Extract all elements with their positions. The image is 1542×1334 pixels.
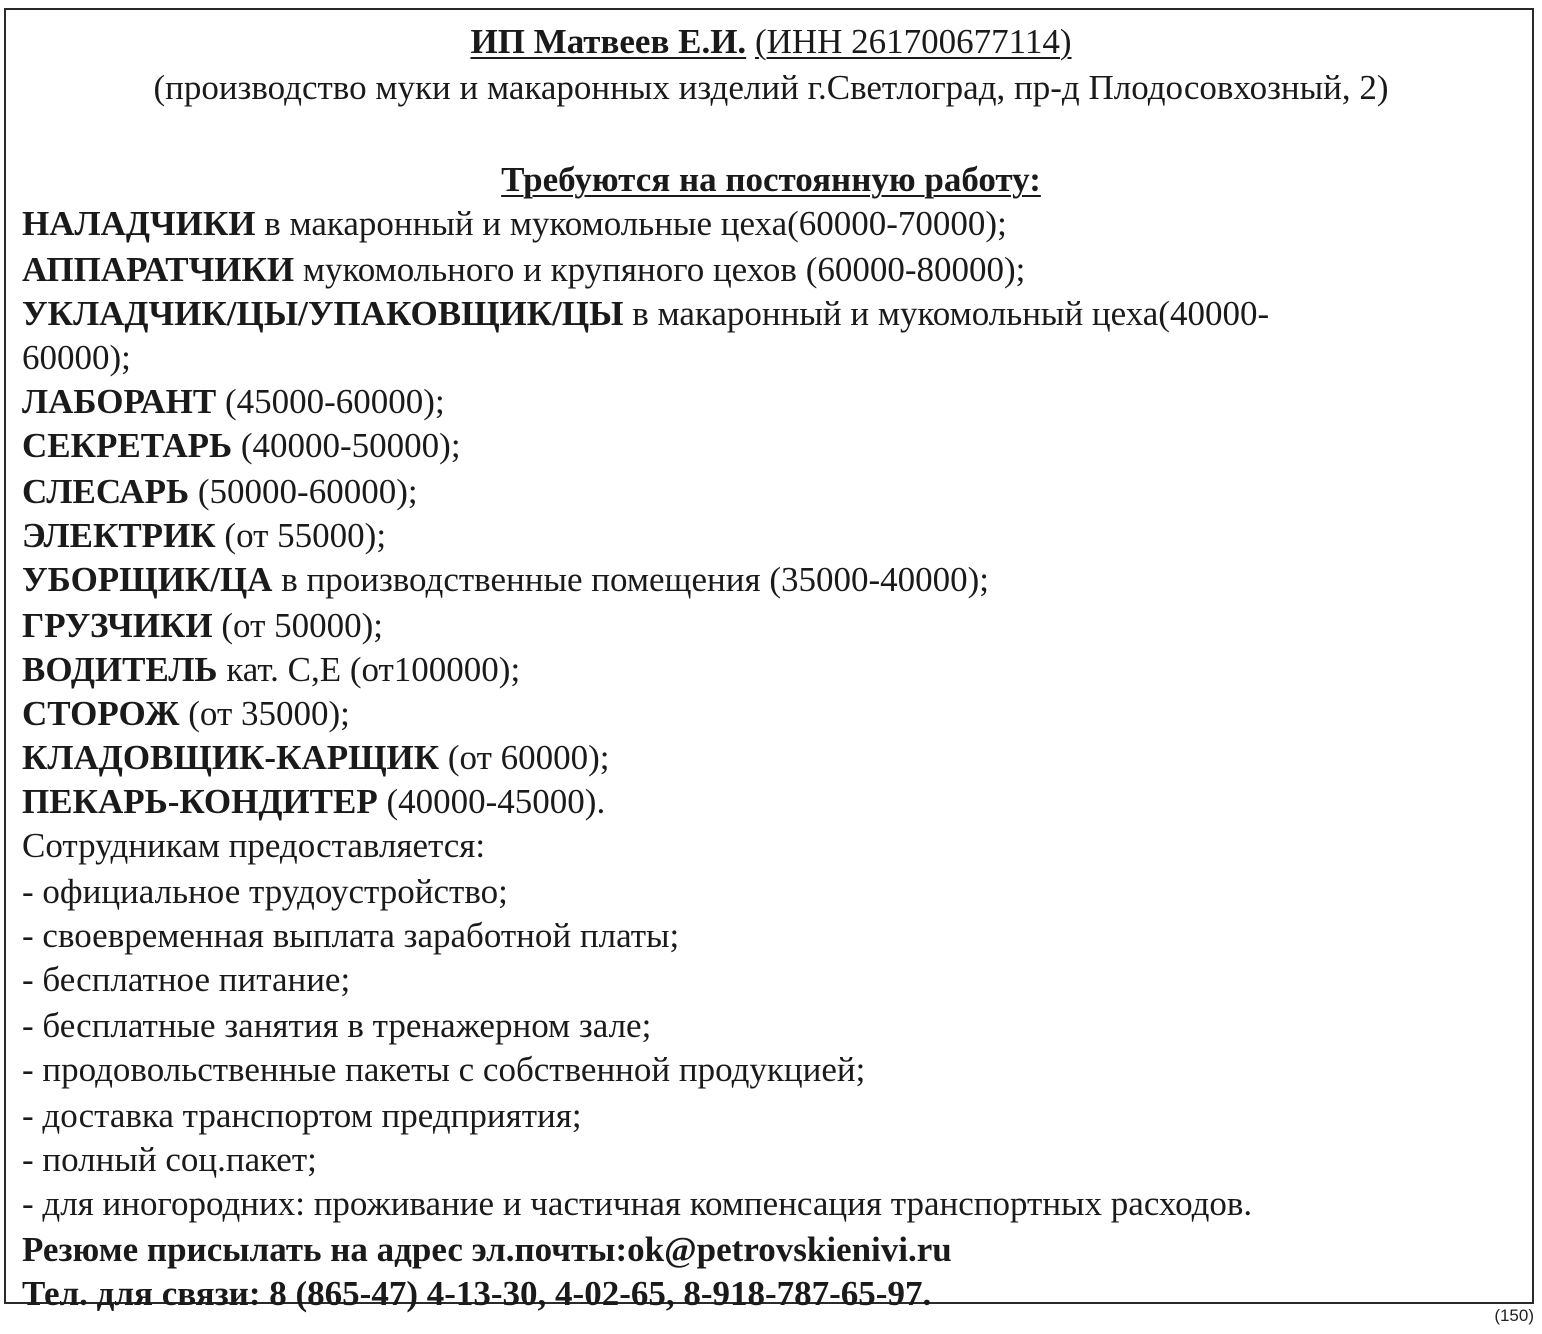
vacancy-details: в макаронный и мукомольные цеха(60000-70000); <box>255 204 1007 243</box>
vacancy-item <box>22 780 605 824</box>
announcement-frame <box>4 8 1534 1313</box>
vacancy-details: (40000-50000); <box>232 426 461 465</box>
vacancies-heading: Требуются на постоянную работу: <box>501 160 1041 199</box>
benefit-item: - бесплатные занятия в тренажерном зале; <box>22 1006 652 1045</box>
vacancy-details: кат. С,Е (от100000); <box>217 650 521 689</box>
contact-phone-line: Тел. для связи: 8 (865-47) 4-13-30, 4-02-65, 8-918-787-65-97. <box>22 1274 932 1313</box>
vacancy-title: КЛАДОВЩИК-КАРЩИК <box>22 738 440 777</box>
company-description: (производство муки и макаронных изделий г.Светлоград, пр-д Плодосовхозный, 2) <box>153 68 1389 107</box>
vacancy-item <box>22 692 350 736</box>
company-header <box>6 20 1536 64</box>
vacancy-title: ВОДИТЕЛЬ <box>22 650 218 689</box>
vacancy-details: (от 50000); <box>212 606 384 645</box>
page-number: (150) <box>1494 1306 1534 1325</box>
vacancy-item <box>22 558 989 602</box>
vacancy-details: мукомольного и крупяного цехов (60000-80000); <box>294 250 1026 289</box>
company-name: ИП Матвеев Е.И. <box>470 22 747 61</box>
vacancy-title: УКЛАДЧИК/ЦЫ/УПАКОВЩИК/ЦЫ <box>22 294 624 333</box>
vacancy-title: ПЕКАРЬ-КОНДИТЕР <box>22 782 378 821</box>
vacancy-title: СЛЕСАРЬ <box>22 472 190 511</box>
vacancy-item <box>22 514 386 558</box>
benefit-item: - полный соц.пакет; <box>22 1140 317 1179</box>
benefit-item: - продовольственные пакеты с собственной продукцией; <box>22 1050 866 1089</box>
vacancy-details: (от 35000); <box>179 694 350 733</box>
benefit-item: - бесплатное питание; <box>22 960 351 999</box>
vacancy-details: (от 55000); <box>215 516 387 555</box>
vacancy-details: (50000-60000); <box>189 472 418 511</box>
vacancy-title: ЭЛЕКТРИК <box>22 516 216 555</box>
vacancy-details: (45000-60000); <box>216 382 445 421</box>
vacancy-details: (40000-45000). <box>377 782 606 821</box>
vacancy-item <box>22 292 1269 336</box>
vacancy-item <box>22 604 383 648</box>
benefit-item: - официальное трудоустройство; <box>22 872 508 911</box>
vacancy-details: (от 60000); <box>439 738 610 777</box>
vacancy-item <box>22 380 445 424</box>
vacancy-item <box>22 470 418 514</box>
vacancy-item <box>22 248 1025 292</box>
benefit-item: - для иногородних: проживание и частичная компенсация транспортных расходов. <box>22 1184 1253 1223</box>
vacancy-title: СТОРОЖ <box>22 694 180 733</box>
vacancy-details: в производственные помещения (35000-40000); <box>272 560 990 599</box>
benefits-heading: Сотрудникам предоставляется: <box>22 826 486 865</box>
benefit-item: - доставка транспортом предприятия; <box>22 1096 582 1135</box>
benefit-item: - своевременная выплата заработной платы; <box>22 916 680 955</box>
vacancy-item <box>22 648 520 692</box>
vacancy-title: ЛАБОРАНТ <box>22 382 217 421</box>
vacancy-title: ГРУЗЧИКИ <box>22 606 213 645</box>
vacancy-details-continued: 60000); <box>22 338 131 377</box>
resume-email-line: Резюме присылать на адрес эл.почты:ok@petrovskienivi.ru <box>22 1230 952 1269</box>
vacancy-title: УБОРЩИК/ЦА <box>22 560 273 599</box>
vacancy-title: СЕКРЕТАРЬ <box>22 426 233 465</box>
vacancy-item <box>22 202 1007 246</box>
company-inn: (ИНН 261700677114) <box>754 22 1072 61</box>
vacancy-title: АППАРАТЧИКИ <box>22 250 295 289</box>
vacancy-item <box>22 736 610 780</box>
vacancy-title: НАЛАДЧИКИ <box>22 204 256 243</box>
vacancy-details: в макаронный и мукомольный цеха(40000- <box>623 294 1270 333</box>
vacancy-item <box>22 424 461 468</box>
